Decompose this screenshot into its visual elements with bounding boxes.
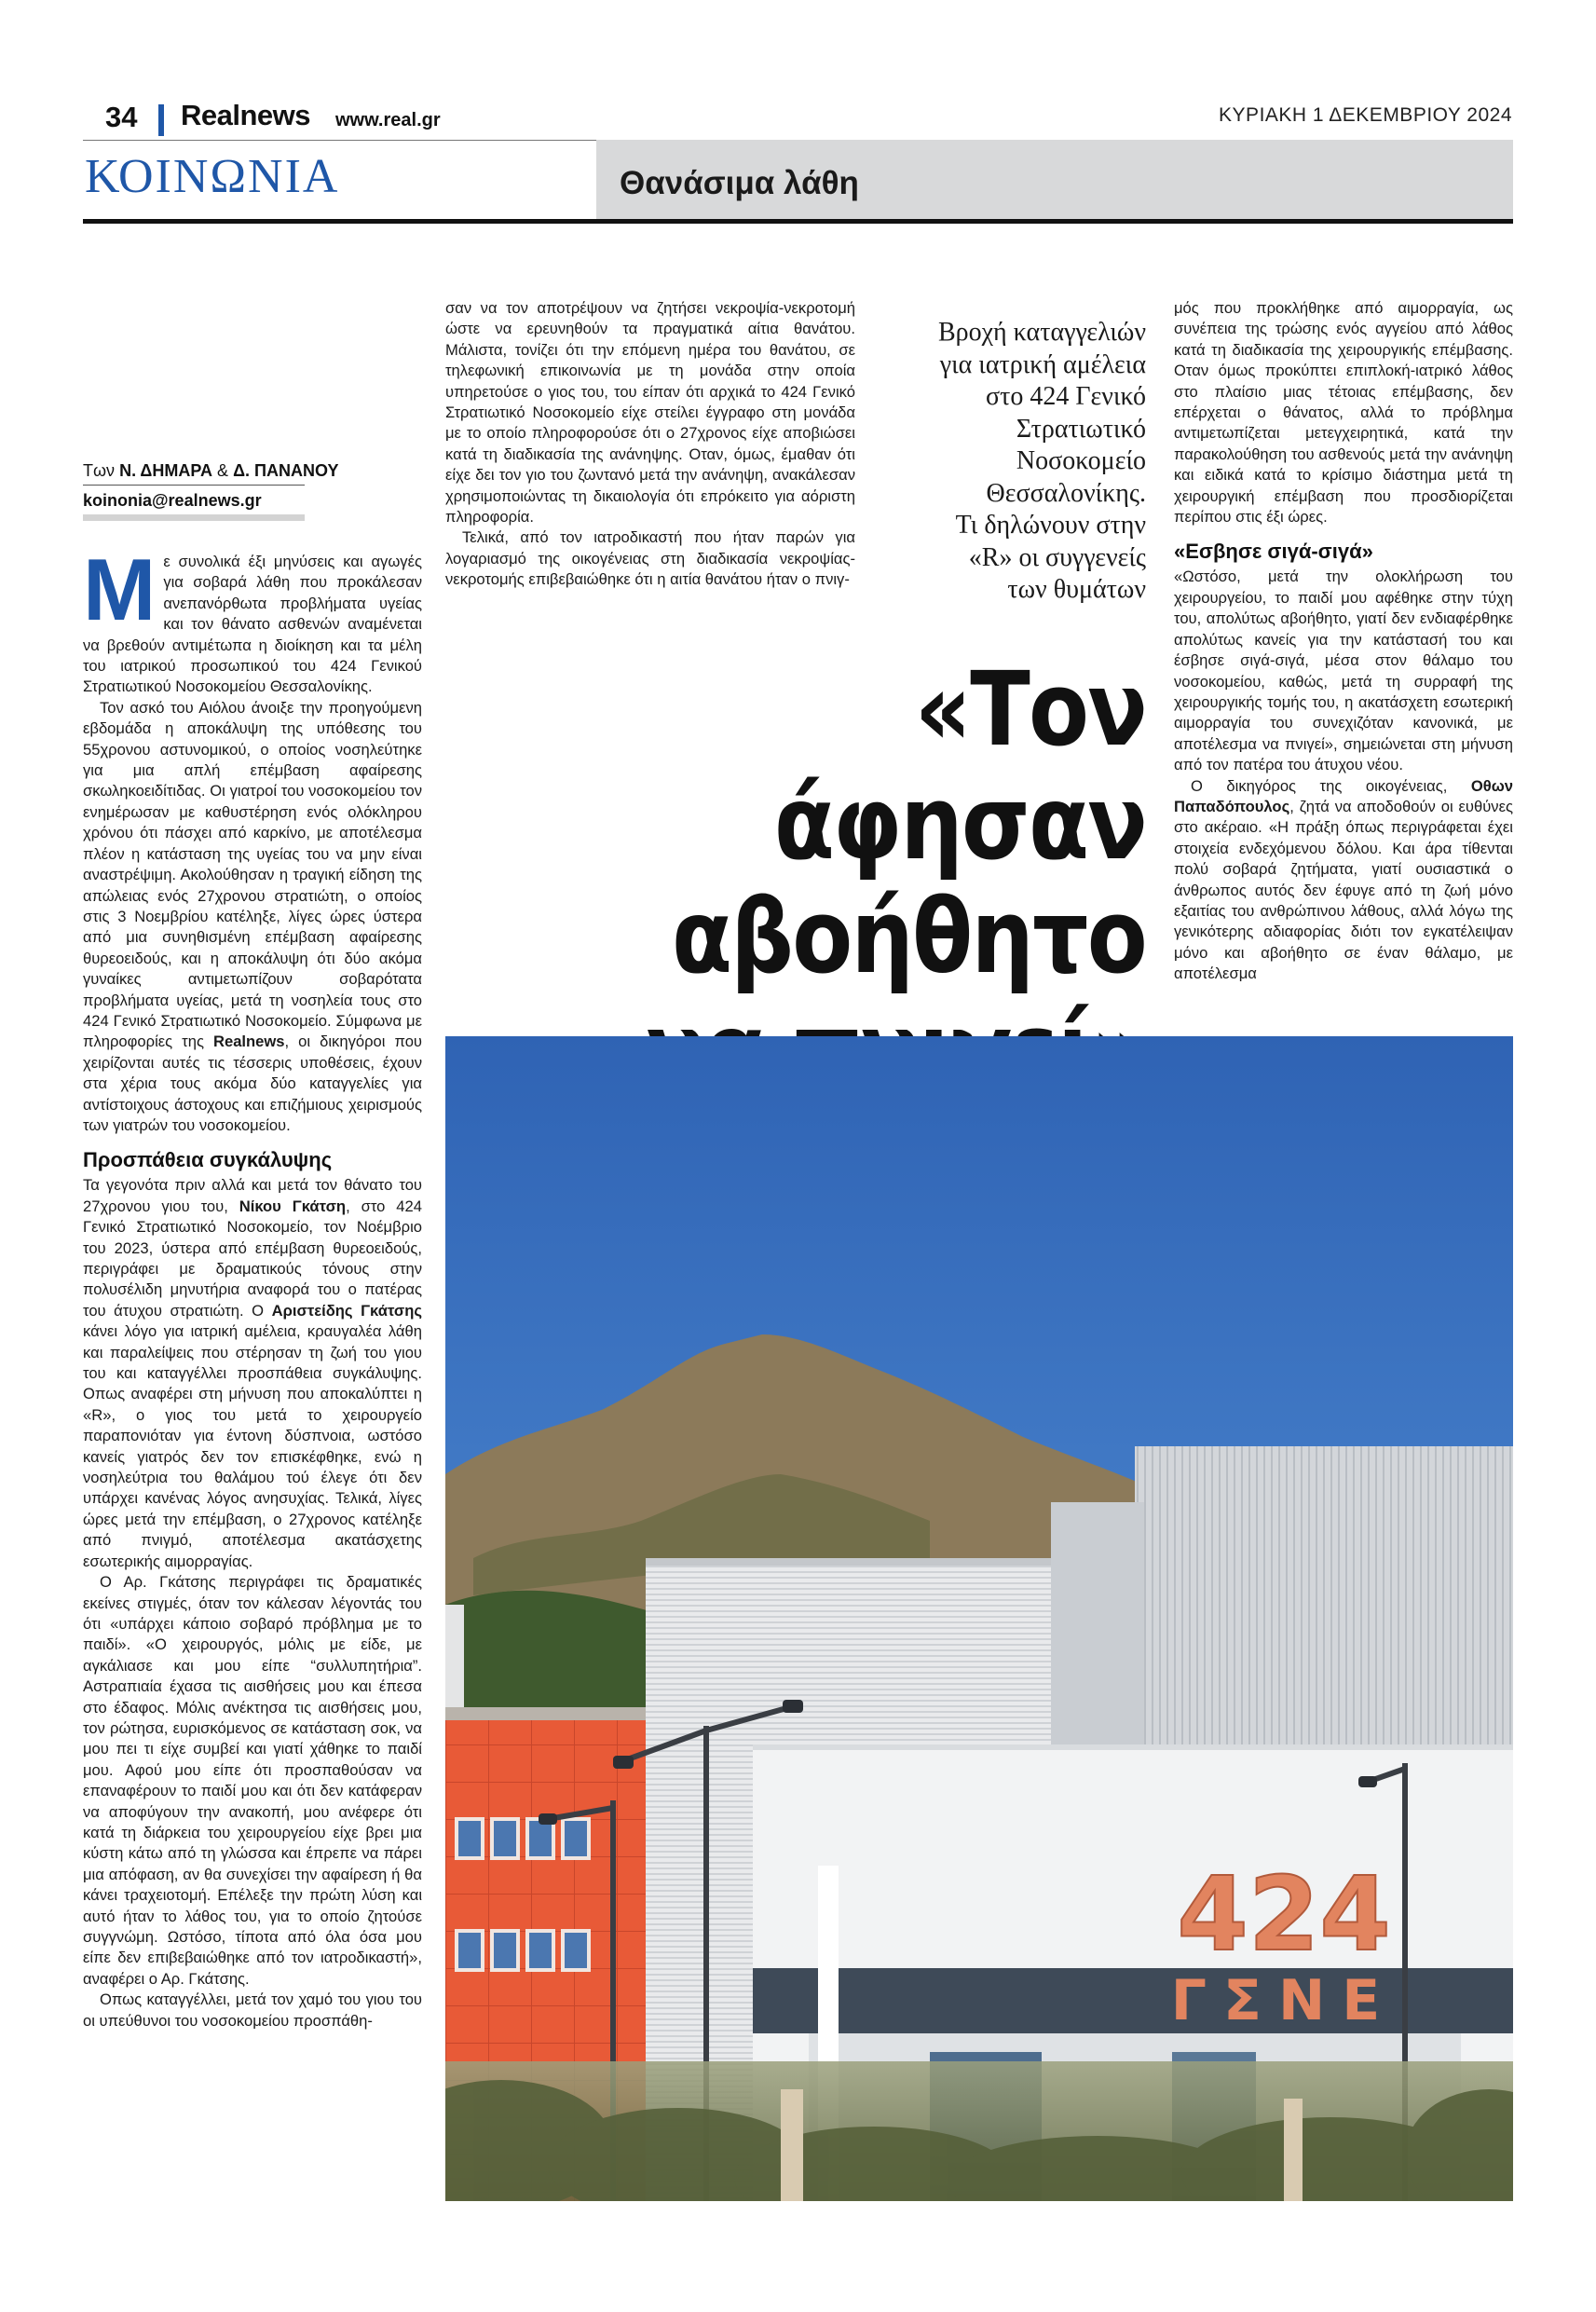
- paragraph: μός που προκλήθηκε από αιμορραγία, ως συνέπεια της τρώσης ενός αγγείου από λάθος κατά τη διαδικασία της χειρουργικής επέμβασης. Οταν όμως προκύπτει επιπλοκή-ιατρικό λάθος στο πλαίσιο μιας τέτοιας επέμβασης, δεν επέρχεται ο θάνατος, αλλά το πρόβλημα αντιμετωπίζεται μετεγχειρητικά, κατά την παρακολούθηση του ασθενούς μετά την ανάνηψη και ειδικά κατά το κρίσιμο διάστημα μετά τη χειρουργική επέμβαση που προσδιορίζεται περίπου στις έξι ώρες.: [1174, 299, 1513, 527]
- byline-rule: [83, 485, 305, 486]
- hospital-photo: [445, 1036, 1513, 2201]
- byline: [83, 461, 339, 481]
- deck-line: Θεσσαλονίκης.: [986, 478, 1146, 508]
- paragraph: Οπως καταγγέλλει, μετά τον χαμό του γιου του οι υπεύθυνοι του νοσοκομείου προσπάθη-: [83, 1991, 422, 2030]
- byline-author-1: Ν. ΔΗΜΑΡΑ: [119, 461, 213, 480]
- sign-number: 424: [1177, 1854, 1391, 1974]
- deck-line: Στρατιωτικό: [1016, 414, 1146, 444]
- byline-email[interactable]: koinonia@realnews.gr: [83, 491, 262, 510]
- byline-underbar: [83, 514, 305, 521]
- header-thick-rule: [83, 219, 1513, 224]
- paragraph: Ο δικηγόρος της οικογένειας, Οθων Παπαδόπουλος, ζητά να αποδοθούν οι ευθύνες στο ακέραιο. «Η πράξη όπως περιγράφεται έχει στοιχεία ενδεχόμενου δόλου. Και άρα τίθενται πολύ σοβαρά ζητήματα, γιατί ουσιαστικά ο άνθρωπος αυτός δεν έφυγε από τη ζωή μόνο εξαιτίας του ανθρώπινου λάθους, αλλά λόγω της γενικότερης αδιαφορίας διότι τον εγκατέλειψαν μόνο και αβοήθητο σε έναν θάλαμο, με αποτέλεσμα: [1174, 776, 1513, 983]
- deck-line: «R» οι συγγενείς: [968, 542, 1146, 572]
- page-number: 34: [105, 101, 138, 133]
- deck-line: για ιατρική αμέλεια: [939, 349, 1146, 379]
- article-column-1: [83, 540, 423, 2032]
- article-column-4: [1174, 298, 1513, 985]
- issue-date: ΚΥΡΙΑΚΗ 1 ΔΕΚΕΜΒΡΙΟΥ 2024: [1219, 104, 1512, 126]
- sign-letters: ΓΣΝΕ: [1170, 1968, 1398, 2033]
- subheading: Προσπάθεια συγκάλυψης: [83, 1148, 333, 1172]
- byline-prefix: Των: [83, 461, 116, 480]
- paragraph: Ο Αρ. Γκάτσης περιγράφει τις δραματικές εκείνες στιγμές, όταν τον κάλεσαν λέγοντάς του ότι «υπάρχει κάποιο σοβαρό πρόβλημα με το παιδί». «Ο χειρουργός, μόλις με είδε, με αγκάλιασε και μου είπε “συλλυπητήρια”. Αστραπιαία έχασα τις αισθήσεις μου και έπεσα στο έδαφος. Μόλις ανέκτησα τις αισθήσεις μου, τον ρώτησα, ευρισκόμενος σε κατάσταση σοκ, να μου πει τι είχε συμβεί και γιατί χάθηκε το παιδί μου. Αφού μου είπε ότι προσπαθούσαν να επαναφέρουν το παιδί μου και ότι δεν κατάφεραν να αποφύγουν την ανακοπή, μου ανέφερε ότι κατά τη διάρκεια του χειρουργείου είχε βρει μια κύστη κάτω από τη γλώσσα και έπρεπε να πάρει μια απόφαση, αν θα συνεχίσει την αφαίρεση ή θα κάνει τραχειοτομή. Επέλεξε την πρώτη λύση και αυτό ήταν το λάθος του, για το οποίο ζητούσε συγγνώμη. Ωστόσο, τίποτα από όλα όσα μου είπε δεν επιβεβαιώθηκε από τον ιατροδικαστή», αναφέρει ο Αρ. Γκάτσης.: [83, 1573, 422, 1988]
- article-deck: [866, 317, 1146, 607]
- headline-line-2: αβοήθητο: [672, 877, 1146, 996]
- deck-line: των θυμάτων: [1007, 575, 1146, 604]
- section-title: ΚΟΙΝΩΝΙΑ: [85, 150, 340, 203]
- topic-title: Θανάσιμα λάθη: [620, 165, 859, 201]
- paragraph: «Ωστόσο, μετά την ολοκλήρωση του χειρουργείου, το παιδί μου αφέθηκε στην τύχη του, απολύτως αβοήθητο, γιατί δεν ενδιαφέρθηκε απολύτως κανείς για την κατάστασή του και έσβησε σιγά-σιγά, μέσα στον θάλαμο του νοσοκομείου, καθώς, μετά τη συρραφή της χειρουργικής τομής του, η ακατάσχετη εσωτερική αιμορραγία του συνεχιζόταν κανονικά, με αποτέλεσμα να πνιγεί», σημειώνεται στη μήνυση από τον πατέρα του άτυχου νέου.: [1174, 568, 1513, 774]
- paragraph: Τον ασκό του Αιόλου άνοιξε την προηγούμενη εβδομάδα η αποκάλυψη της υπόθεσης του 55χρονου αστυνομικού, ο οποίος νοσηλεύτηκε για μια απλή επέμβαση αφαίρεσης σκωληκοειδίτιδας. Οι γιατροί του νοσοκομείου τον ενημέρωσαν με καθυστέρηση ενός ολόκληρου χρόνου ότι πάσχει από καρκίνο, με αποτέλεσμα πλέον η κατάσταση της υγείας του να μην είναι αναστρέψιμη. Ακολούθησαν η τραγική είδηση της απώλειας ενός 27χρονου στρατιώτη, ο οποίος στις 3 Νοεμβρίου κατέληξε, λίγες ώρες ύστερα από μια συνηθισμένη επέμβαση αφαίρεσης θυρεοειδούς, και η αποκάλυψη ότι δύο ακόμα γυναίκες αντιμετωπίζουν σοβαρότατα προβλήματα υγείας, μετά τη νοσηλεία τους στο 424 Γενικό Στρατιωτικό Νοσοκομείο. Σύμφωνα με πληροφορίες της Realnews, οι δικηγόροι που χειρίζονται αυτές τις τέσσερις υποθέσεις, έχουν στα χέρια τους ακόμα δύο καταγγελίες για αντίστοιχους άστοχους και επιζήμιους χειρισμούς των γιατρών του νοσοκομείου.: [83, 698, 422, 1134]
- article-column-2: [445, 298, 855, 591]
- deck-line: στο 424 Γενικό: [986, 382, 1146, 411]
- deck-line: Νοσοκομείο: [1016, 446, 1146, 475]
- byline-amp: &: [217, 461, 229, 480]
- paragraph: Τα γεγονότα πριν αλλά και μετά τον θάνατο του 27χρονου γιου του, Νίκου Γκάτση, στο 424 Γενικό Στρατιωτικό Νοσοκομείο, τον Νοέμβριο του 2023, ύστερα από επέμβαση θυρεοειδούς, περιγράφει με δραματικούς τόνους στην πολυσέλιδη μηνυτήρια αναφορά του ο πατέρας του άτυχου στρατιώτη. Ο Αριστείδης Γκάτσης κάνει λόγο για ιατρική αμέλεια, κραυγαλέα λάθη και παραλείψεις που στέρησαν τη ζωή του γιου του και καταγγέλλει προσπάθεια συγκάλυψης. Οπως αναφέρει στη μήνυση που αποκαλύπτει η «R», ο γιος του μετά το χειρουργείο παραπονιόταν για έντονη δύσπνοια, ωστόσο κανείς γιατρός δεν τον επισκέφθηκε, ενώ η νοσηλεύτρια του θαλάμου τού έλεγε ότι δεν υπάρχει κανένας λόγος ανησυχίας. Τελικά, λίγες ώρες μετά την επέμβαση, ο 27χρονος κατέληξε από πνιγμό, αποτέλεσμα ακατάσχετης εσωτερικής αιμορραγίας.: [83, 1176, 423, 1570]
- subheading: «Εσβησε σιγά-σιγά»: [1174, 540, 1373, 564]
- brand-logo: Realnews: [181, 99, 311, 131]
- drop-cap: Μ: [83, 540, 157, 638]
- deck-line: Τι δηλώνουν στην: [955, 511, 1146, 540]
- paragraph: Τελικά, από τον ιατροδικαστή που ήταν παρών για λογαριασμό της οικογένειας στη διαδικασία νεκροψίας-νεκροτομής επιβεβαιώθηκε ότι η αιτία θανάτου ήταν ο πνιγ-: [445, 528, 855, 589]
- headline-line-1: «Τον άφησαν: [773, 650, 1146, 882]
- deck-line: Βροχή καταγγελιών: [937, 318, 1146, 347]
- byline-author-2: Δ. ΠΑΝΑΝΟΥ: [233, 461, 339, 480]
- lead-paragraph: Με συνολικά έξι μηνύσεις και αγωγές για σοβαρά λάθη που προκάλεσαν ανεπανόρθωτα προβλήματα υγείας και τον θάνατο ασθενών αναμένεται να βρεθούν αντιμέτωπα η διοίκηση και τα μέλη του ιατρικού προσωπικού του 424 Γενικού Στρατιωτικού Νοσοκομείου Θεσσαλονίκης.: [83, 540, 422, 696]
- header-divider: [158, 104, 164, 136]
- brand-url: www.real.gr: [335, 110, 441, 130]
- paragraph: σαν να τον αποτρέψουν να ζητήσει νεκροψία-νεκροτομή ώστε να ερευνηθούν τα πραγματικά αίτια θανάτου. Μάλιστα, τονίζει ότι την επόμενη ημέρα του θανάτου, σε τηλεφωνική επικοινωνία με τη μονάδα στην οποία υπηρετούσε ο γιος του, του είπαν ότι αρχικά το 424 Γενικό Στρατιωτικό Νοσοκομείο είχε στείλει έγγραφο στη μονάδα με το οποίο πληροφορούσε ότι ο 27χρονος είχε αποβιώσει κατά τη διαδικασία της ανάνηψης. Οταν, όμως, έμαθαν ότι είχε δει τον γιο του ζωντανό μετά την ανάνηψη, ανακάλεσαν χρησιμοποιώντας τη δικαιολογία ότι επρόκειτο για αόριστη πληροφορία.: [445, 299, 855, 527]
